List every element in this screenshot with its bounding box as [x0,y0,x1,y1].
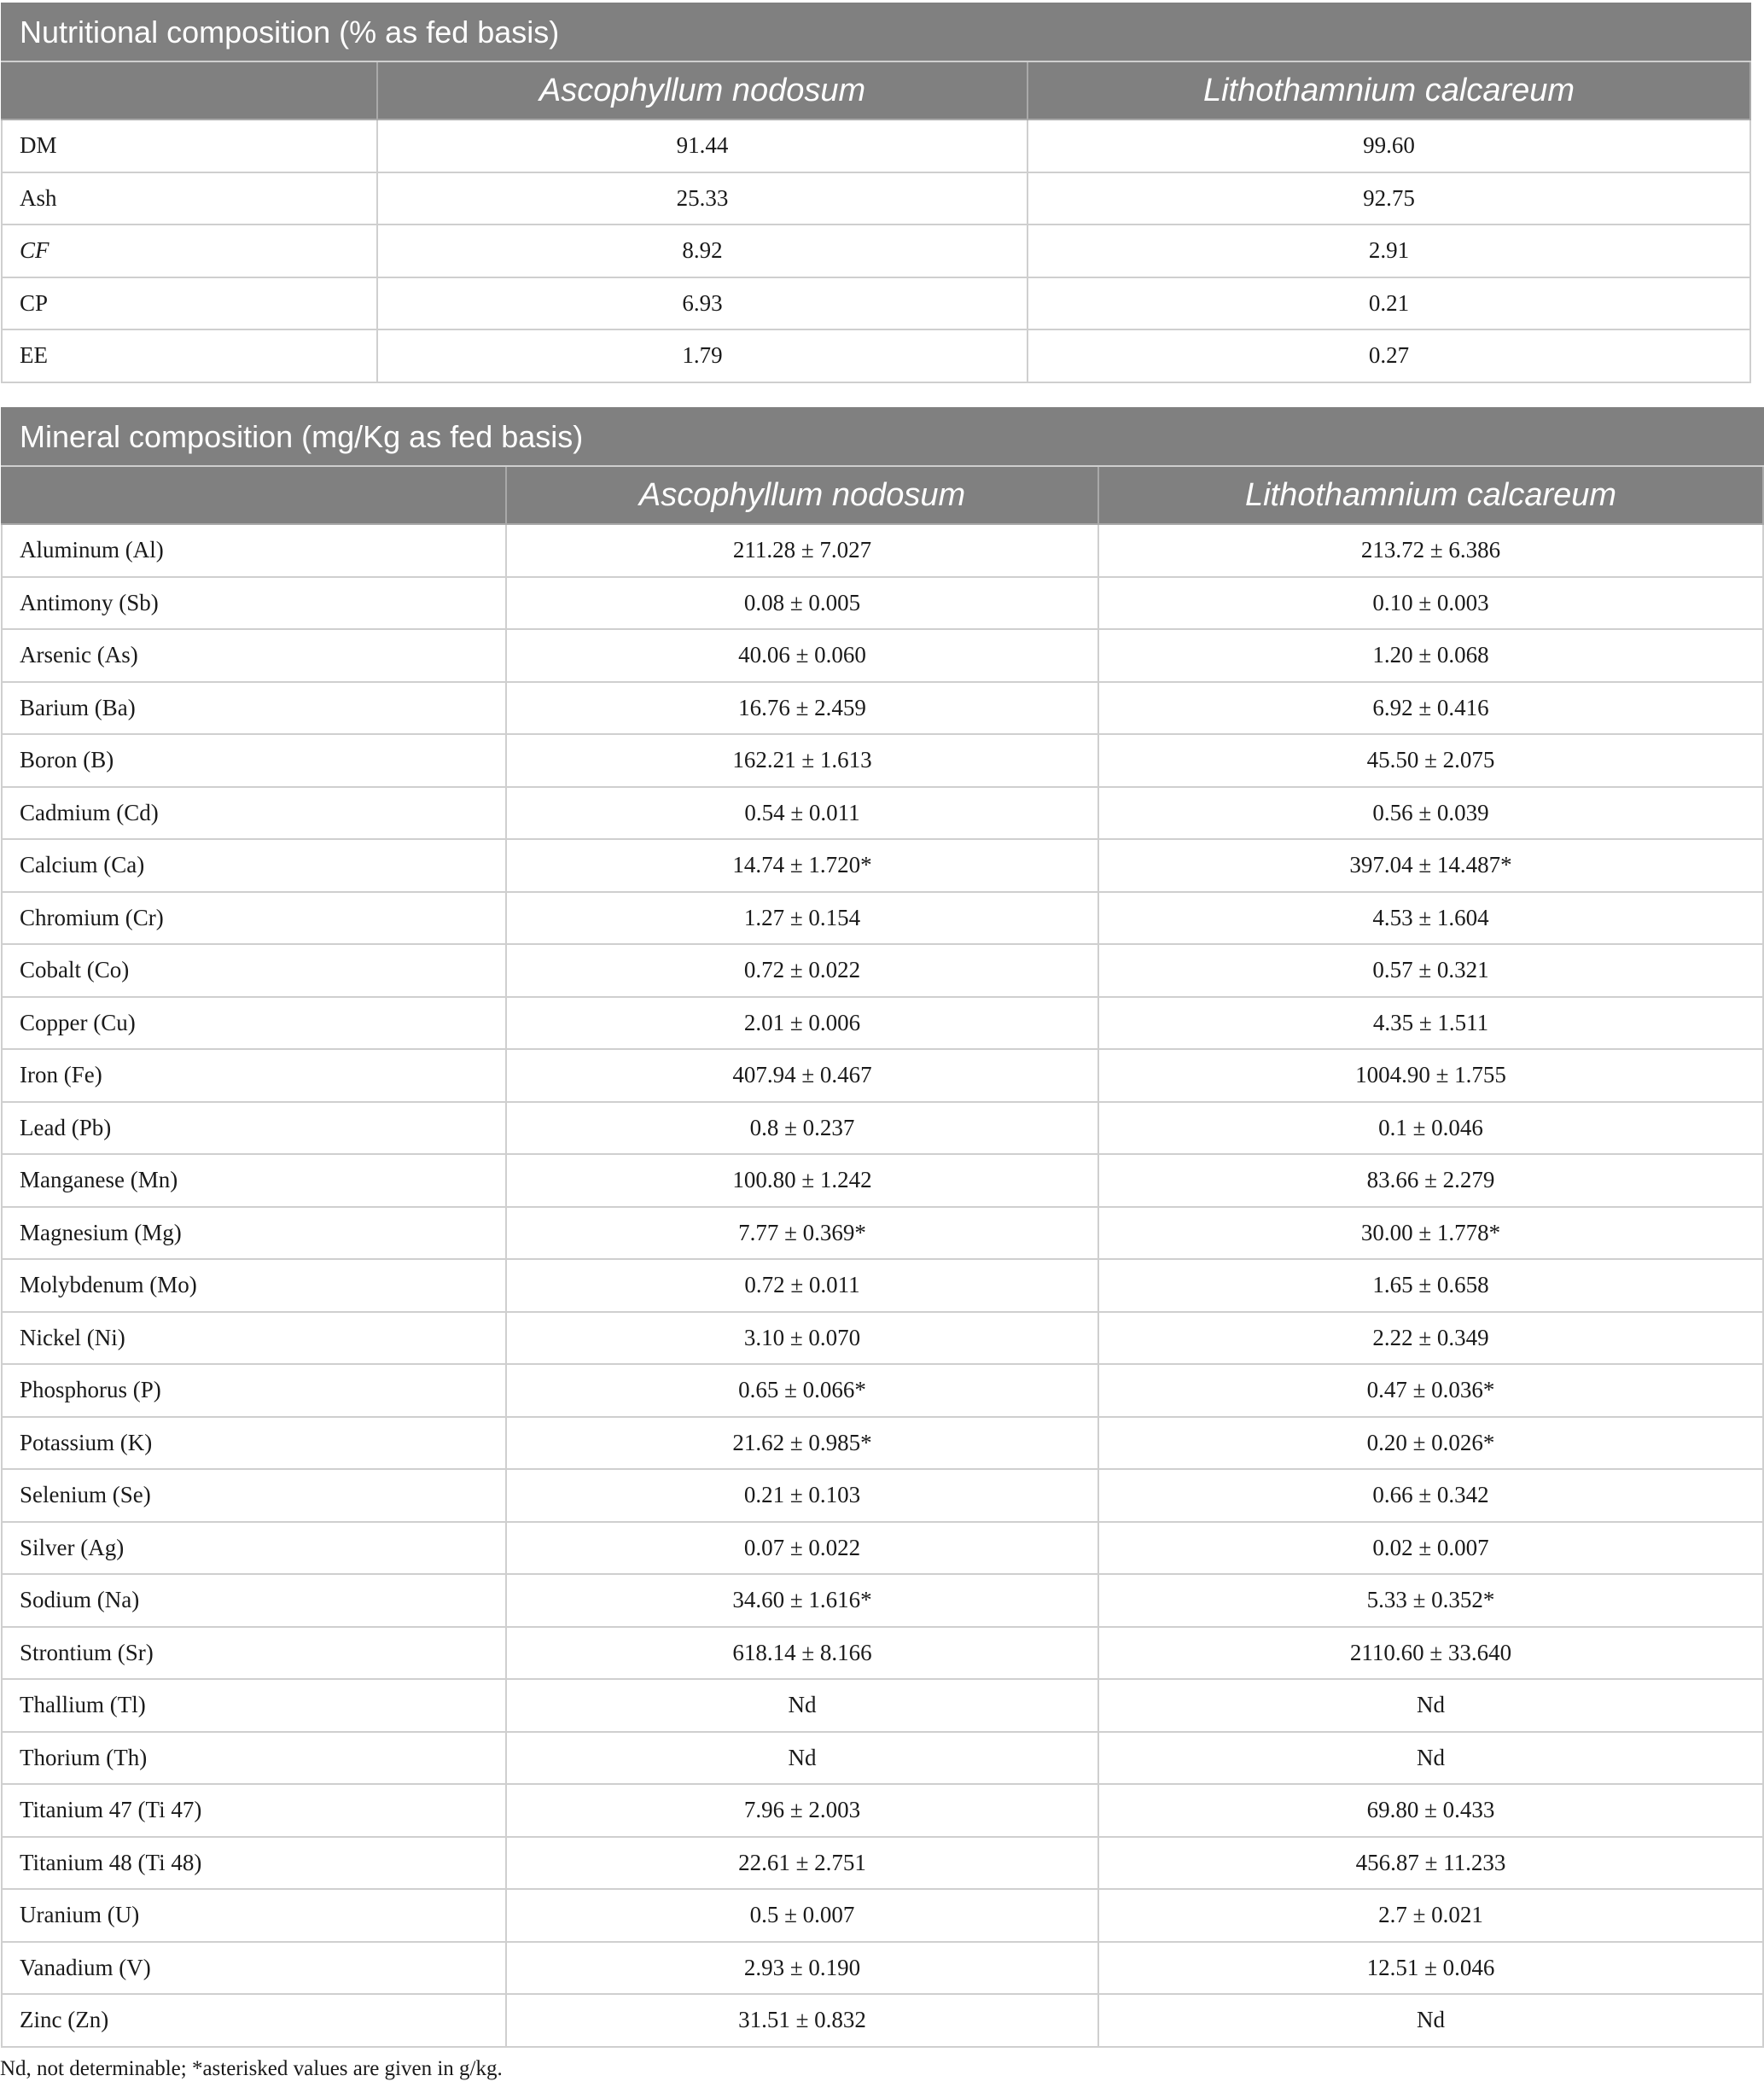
lithothamnium-value: 0.10 ± 0.003 [1098,577,1763,630]
lithothamnium-value: 0.21 [1028,277,1750,330]
row-label: Potassium (K) [2,1417,506,1470]
lithothamnium-value: 1.20 ± 0.068 [1098,629,1763,682]
row-label: Thorium (Th) [2,1732,506,1785]
row-label: Strontium (Sr) [2,1627,506,1680]
row-label: Phosphorus (P) [2,1364,506,1417]
table-row [2,1627,1763,1680]
lithothamnium-value: 99.60 [1028,120,1750,172]
ascophyllum-value: 21.62 ± 0.985* [506,1417,1098,1470]
ascophyllum-value: Nd [506,1732,1098,1785]
table-row [2,329,1750,382]
row-label: Selenium (Se) [2,1469,506,1522]
lithothamnium-value: Nd [1098,1732,1763,1785]
row-label: Manganese (Mn) [2,1154,506,1207]
nutritional-header-lithothamnium: Lithothamnium calcareum [1028,61,1750,120]
table-row [2,1207,1763,1260]
ascophyllum-value: 407.94 ± 0.467 [506,1049,1098,1102]
lithothamnium-value: 2.7 ± 0.021 [1098,1889,1763,1942]
table-row [2,1417,1763,1470]
ascophyllum-value: 7.77 ± 0.369* [506,1207,1098,1260]
ascophyllum-value: 6.93 [377,277,1028,330]
ascophyllum-value: 8.92 [377,224,1028,277]
lithothamnium-value: 397.04 ± 14.487* [1098,839,1763,892]
lithothamnium-value: Nd [1098,1994,1763,2047]
ascophyllum-value: 0.8 ± 0.237 [506,1102,1098,1155]
lithothamnium-value: 2.22 ± 0.349 [1098,1312,1763,1365]
lithothamnium-value: 0.27 [1028,329,1750,382]
lithothamnium-value: 30.00 ± 1.778* [1098,1207,1763,1260]
row-label: Aluminum (Al) [2,524,506,577]
lithothamnium-value: 0.20 ± 0.026* [1098,1417,1763,1470]
ascophyllum-value: 91.44 [377,120,1028,172]
lithothamnium-value: 92.75 [1028,172,1750,225]
table-row [2,1889,1763,1942]
table-row [2,120,1750,172]
table-row [2,1522,1763,1575]
row-label: Titanium 47 (Ti 47) [2,1784,506,1837]
nutritional-table-title: Nutritional composition (% as fed basis) [2,3,1750,61]
mineral-table-title: Mineral composition (mg/Kg as fed basis) [2,408,1763,466]
row-label: Cobalt (Co) [2,944,506,997]
row-label: Zinc (Zn) [2,1994,506,2047]
nutritional-header-blank [2,61,377,120]
table-row [2,1994,1763,2047]
row-label: Copper (Cu) [2,997,506,1050]
lithothamnium-value: 0.02 ± 0.007 [1098,1522,1763,1575]
table-row [2,1312,1763,1365]
row-label: Thallium (Tl) [2,1679,506,1732]
ascophyllum-value: 1.27 ± 0.154 [506,892,1098,945]
table-row [2,1154,1763,1207]
ascophyllum-value: 25.33 [377,172,1028,225]
lithothamnium-value: 0.57 ± 0.321 [1098,944,1763,997]
nutritional-header-ascophyllum: Ascophyllum nodosum [377,61,1028,120]
lithothamnium-value: 0.66 ± 0.342 [1098,1469,1763,1522]
ascophyllum-value: 0.21 ± 0.103 [506,1469,1098,1522]
lithothamnium-value: 1.65 ± 0.658 [1098,1259,1763,1312]
table-row [2,277,1750,330]
lithothamnium-value: 12.51 ± 0.046 [1098,1942,1763,1995]
ascophyllum-value: 31.51 ± 0.832 [506,1994,1098,2047]
lithothamnium-value: 213.72 ± 6.386 [1098,524,1763,577]
lithothamnium-value: 4.35 ± 1.511 [1098,997,1763,1050]
lithothamnium-value: 83.66 ± 2.279 [1098,1154,1763,1207]
nutritional-title-row [2,3,1750,61]
ascophyllum-value: 0.65 ± 0.066* [506,1364,1098,1417]
table-row [2,1837,1763,1890]
row-label: Uranium (U) [2,1889,506,1942]
row-label: Molybdenum (Mo) [2,1259,506,1312]
ascophyllum-value: 34.60 ± 1.616* [506,1574,1098,1627]
lithothamnium-value: 1004.90 ± 1.755 [1098,1049,1763,1102]
row-label: CF [2,224,377,277]
row-label: Silver (Ag) [2,1522,506,1575]
lithothamnium-value: 0.1 ± 0.046 [1098,1102,1763,1155]
table-row [2,734,1763,787]
table-row [2,1784,1763,1837]
row-label: Sodium (Na) [2,1574,506,1627]
mineral-header-row [2,466,1763,524]
table-row [2,1732,1763,1785]
ascophyllum-value: 618.14 ± 8.166 [506,1627,1098,1680]
row-label: Ash [2,172,377,225]
mineral-title-row [2,408,1763,466]
mineral-composition-table [1,407,1764,2048]
ascophyllum-value: 7.96 ± 2.003 [506,1784,1098,1837]
ascophyllum-value: 2.01 ± 0.006 [506,997,1098,1050]
row-label: Barium (Ba) [2,682,506,735]
lithothamnium-value: 4.53 ± 1.604 [1098,892,1763,945]
ascophyllum-value: 0.72 ± 0.011 [506,1259,1098,1312]
table-row [2,944,1763,997]
lithothamnium-value: 6.92 ± 0.416 [1098,682,1763,735]
ascophyllum-value: 0.5 ± 0.007 [506,1889,1098,1942]
mineral-header-ascophyllum: Ascophyllum nodosum [506,466,1098,524]
ascophyllum-value: 16.76 ± 2.459 [506,682,1098,735]
row-label: Nickel (Ni) [2,1312,506,1365]
ascophyllum-value: 40.06 ± 0.060 [506,629,1098,682]
lithothamnium-value: 2110.60 ± 33.640 [1098,1627,1763,1680]
ascophyllum-value: 162.21 ± 1.613 [506,734,1098,787]
table-row [2,1102,1763,1155]
ascophyllum-value: 0.72 ± 0.022 [506,944,1098,997]
ascophyllum-value: 22.61 ± 2.751 [506,1837,1098,1890]
ascophyllum-value: 14.74 ± 1.720* [506,839,1098,892]
table-row [2,629,1763,682]
row-label: Calcium (Ca) [2,839,506,892]
table-row [2,1469,1763,1522]
table-row [2,1049,1763,1102]
table-row [2,1679,1763,1732]
ascophyllum-value: 0.54 ± 0.011 [506,787,1098,840]
ascophyllum-value: 2.93 ± 0.190 [506,1942,1098,1995]
table-row [2,892,1763,945]
lithothamnium-value: 2.91 [1028,224,1750,277]
lithothamnium-value: 0.47 ± 0.036* [1098,1364,1763,1417]
table-footnote: Nd, not determinable; *asterisked values are given in g/kg. [0,2057,503,2080]
table-row [2,1259,1763,1312]
row-label: Iron (Fe) [2,1049,506,1102]
ascophyllum-value: Nd [506,1679,1098,1732]
ascophyllum-value: 3.10 ± 0.070 [506,1312,1098,1365]
row-label: Chromium (Cr) [2,892,506,945]
row-label: Lead (Pb) [2,1102,506,1155]
mineral-header-blank [2,466,506,524]
row-label: EE [2,329,377,382]
table-row [2,224,1750,277]
ascophyllum-value: 211.28 ± 7.027 [506,524,1098,577]
table-row [2,1942,1763,1995]
table-row [2,524,1763,577]
row-label: DM [2,120,377,172]
nutritional-composition-table [1,3,1751,383]
lithothamnium-value: Nd [1098,1679,1763,1732]
table-row [2,787,1763,840]
mineral-header-lithothamnium: Lithothamnium calcareum [1098,466,1763,524]
ascophyllum-value: 0.07 ± 0.022 [506,1522,1098,1575]
table-row [2,1364,1763,1417]
table-row [2,577,1763,630]
lithothamnium-value: 456.87 ± 11.233 [1098,1837,1763,1890]
lithothamnium-value: 69.80 ± 0.433 [1098,1784,1763,1837]
row-label: CP [2,277,377,330]
row-label: Arsenic (As) [2,629,506,682]
table-row [2,1574,1763,1627]
table-row [2,839,1763,892]
ascophyllum-value: 100.80 ± 1.242 [506,1154,1098,1207]
row-label: Titanium 48 (Ti 48) [2,1837,506,1890]
table-row [2,172,1750,225]
ascophyllum-value: 1.79 [377,329,1028,382]
ascophyllum-value: 0.08 ± 0.005 [506,577,1098,630]
row-label: Magnesium (Mg) [2,1207,506,1260]
lithothamnium-value: 0.56 ± 0.039 [1098,787,1763,840]
row-label: Vanadium (V) [2,1942,506,1995]
row-label: Cadmium (Cd) [2,787,506,840]
table-row [2,997,1763,1050]
lithothamnium-value: 5.33 ± 0.352* [1098,1574,1763,1627]
row-label: Antimony (Sb) [2,577,506,630]
row-label: Boron (B) [2,734,506,787]
nutritional-header-row [2,61,1750,120]
lithothamnium-value: 45.50 ± 2.075 [1098,734,1763,787]
table-row [2,682,1763,735]
